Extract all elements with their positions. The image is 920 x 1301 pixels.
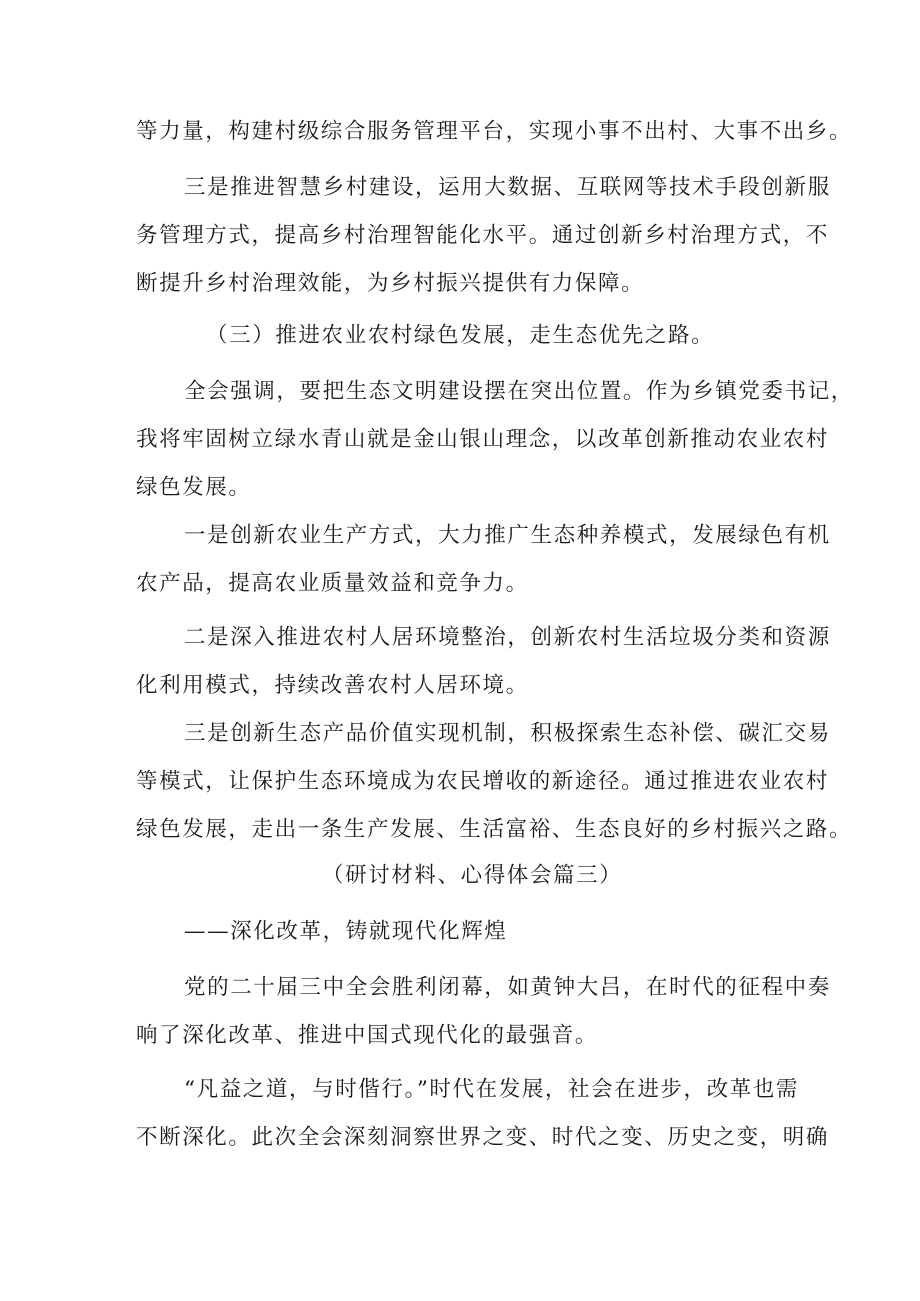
text-line: ——深化改革，铸就现代化辉煌 — [184, 919, 508, 944]
paragraph-3 — [136, 374, 854, 506]
text-line: （研讨材料、心得体会篇三） — [322, 863, 623, 888]
text-line: 务管理方式，提高乡村治理智能化水平。通过创新乡村治理方式，不 — [136, 223, 830, 248]
text-line: 绿色发展。 — [136, 475, 252, 500]
section-heading-3 — [136, 318, 796, 354]
paragraph-5 — [136, 620, 831, 704]
paragraph-7 — [136, 970, 831, 1054]
text-line: 三是创新生态产品价值实现机制，积极探索生态补偿、碳汇交易 — [184, 721, 831, 746]
text-line: 化利用模式，持续改善农村人居环境。 — [136, 673, 529, 698]
text-line: 农产品，提高农业质量效益和竞争力。 — [136, 571, 529, 596]
text-line: （三）推进农业农村绿色发展，走生态优先之路。 — [206, 323, 715, 348]
text-line: 三是推进智慧乡村建设，运用大数据、互联网等技术手段创新服 — [184, 175, 831, 200]
paragraph-6 — [136, 716, 853, 848]
paragraph-8 — [136, 1072, 830, 1156]
text-line: 响了深化改革、推进中国式现代化的最强音。 — [136, 1023, 599, 1048]
text-line: 绿色发展，走出一条生产发展、生活富裕、生态良好的乡村振兴之路。 — [136, 817, 853, 842]
text-line: 一是创新农业生产方式，大力推广生态种养模式，发展绿色有机 — [184, 523, 831, 548]
article-heading — [136, 858, 796, 894]
text-line: 等力量，构建村级综合服务管理平台，实现小事不出村、大事不出乡。 — [136, 119, 853, 144]
text-line: 断提升乡村治理效能，为乡村振兴提供有力保障。 — [136, 271, 645, 296]
paragraph-4 — [136, 518, 831, 602]
paragraph-2 — [136, 170, 831, 302]
text-line: 不断深化。此次全会深刻洞察世界之变、时代之变、历史之变，明确 — [136, 1125, 830, 1150]
text-line: 全会强调，要把生态文明建设摆在突出位置。作为乡镇党委书记， — [184, 379, 854, 404]
article-subtitle — [136, 914, 796, 950]
text-line: 等模式，让保护生态环境成为农民增收的新途径。通过推进农业农村 — [136, 769, 830, 794]
text-line: 我将牢固树立绿水青山就是金山银山理念，以改革创新推动农业农村 — [136, 427, 830, 452]
text-line: 二是深入推进农村人居环境整治，创新农村生活垃圾分类和资源 — [184, 625, 831, 650]
text-line: 党的二十届三中全会胜利闭幕，如黄钟大吕，在时代的征程中奏 — [184, 975, 831, 1000]
paragraph-1 — [136, 114, 853, 150]
text-line: “凡益之道，与时偕行。”时代在发展，社会在进步，改革也需 — [184, 1077, 800, 1102]
